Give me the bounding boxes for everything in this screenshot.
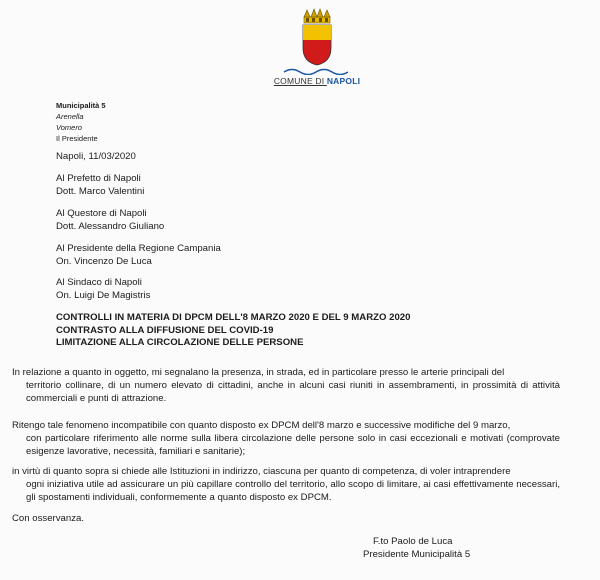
comune-di-napoli-logo bbox=[272, 8, 362, 88]
recipient-name: On. Vincenzo De Luca bbox=[56, 255, 152, 267]
recipient-questore bbox=[56, 208, 164, 233]
subject-line: LIMITAZIONE ALLA CIRCOLAZIONE DELLE PERSONE bbox=[56, 337, 304, 348]
recipient-line: Al Questore di Napoli bbox=[56, 208, 147, 219]
letter-date: Napoli, 11/03/2020 bbox=[56, 151, 136, 162]
recipient-regione bbox=[56, 243, 221, 268]
paragraph-first-line: Ritengo tale fenomeno incompatibile con quanto disposto ex DPCM dell'8 marzo e successive modifiche del 9 marzo, bbox=[12, 420, 511, 431]
issuer-line: Arenella bbox=[56, 112, 84, 121]
coat-of-arms-icon bbox=[299, 8, 335, 66]
body-paragraph bbox=[12, 367, 560, 405]
issuer-role: Il Presidente bbox=[56, 134, 98, 143]
recipient-name: On. Luigi De Magistris bbox=[56, 289, 151, 301]
signature-role: Presidente Municipalità 5 bbox=[363, 548, 471, 560]
issuer-line: Vomero bbox=[56, 123, 82, 132]
signature-block bbox=[363, 536, 470, 561]
closing-salutation: Con osservanza. bbox=[12, 513, 84, 524]
recipient-prefetto bbox=[56, 173, 144, 198]
recipient-line: Al Prefetto di Napoli bbox=[56, 173, 141, 184]
recipient-sindaco bbox=[56, 277, 150, 302]
recipient-line: Al Sindaco di Napoli bbox=[56, 277, 142, 288]
issuer-title: Municipalità 5 bbox=[56, 101, 106, 110]
recipient-name: Dott. Marco Valentini bbox=[56, 185, 145, 197]
subject-block bbox=[56, 312, 410, 350]
subject-line: CONTROLLI IN MATERIA DI DPCM DELL'8 MARZO 2020 E DEL 9 MARZO 2020 bbox=[56, 312, 411, 323]
signature-name: F.to Paolo de Luca bbox=[373, 536, 453, 547]
subject-line: CONTRASTO ALLA DIFFUSIONE DEL COVID-19 bbox=[56, 324, 274, 336]
logo-caption: COMUNE DI NAPOLI bbox=[273, 76, 361, 86]
paragraph-first-line: in virtù di quanto sopra si chiede alle Istituzioni in indirizzo, ciascuna per quanto di competenza, di voler intraprendere bbox=[12, 466, 511, 477]
recipient-name: Dott. Alessandro Giuliano bbox=[56, 220, 165, 232]
paragraph-first-line: In relazione a quanto in oggetto, mi segnalano la presenza, in strada, ed in particolare presso le arterie principali del bbox=[12, 367, 505, 378]
body-paragraph bbox=[12, 466, 560, 504]
issuer-block bbox=[56, 100, 106, 144]
recipient-line: Al Presidente della Regione Campania bbox=[56, 243, 221, 254]
paragraph-rest: con particolare riferimento alle norme sulla libera circolazione delle persone solo in casi eccezionali e motivati (comprovate esigenze lavorative, necessità, familiari e sanitarie); bbox=[26, 432, 560, 457]
paragraph-rest: territorio collinare, di un numero elevato di cittadini, anche in alcuni casi riuniti in assembramenti, in prossimità di attività commerciali e punti di attrazione. bbox=[26, 379, 560, 404]
wave-icon bbox=[282, 67, 352, 75]
body-paragraph bbox=[12, 420, 560, 458]
paragraph-rest: ogni iniziativa utile ad assicurare un più capillare controllo del territorio, allo scopo di limitare, ai casi effettivamente necessari, gli spostamenti individuali, conformemente a quanto disposto ex DPCM. bbox=[26, 478, 560, 503]
